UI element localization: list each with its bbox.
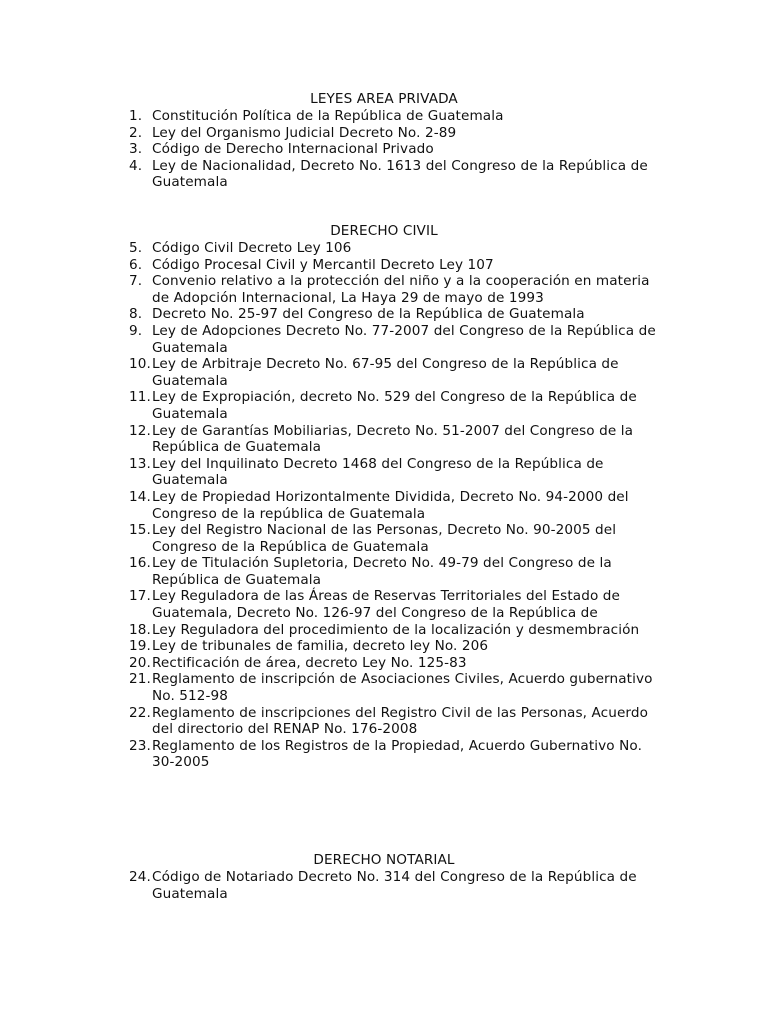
item-text-line: Código Procesal Civil y Mercantil Decreto Ley 107 bbox=[152, 256, 494, 273]
item-number: 20. bbox=[129, 654, 151, 671]
item-number: 5. bbox=[129, 240, 143, 256]
item-number: 21. bbox=[129, 671, 151, 688]
list-item bbox=[0, 555, 672, 588]
item-number: 23. bbox=[129, 737, 151, 754]
law-list-leyes-area-privada bbox=[0, 108, 768, 191]
list-item bbox=[0, 738, 672, 771]
list-item bbox=[0, 622, 672, 639]
item-number: 13. bbox=[129, 455, 151, 472]
item-number: 4. bbox=[129, 157, 143, 174]
item-text-line: Ley Reguladora del procedimiento de la localización y desmembración bbox=[152, 621, 640, 638]
item-text-line: Ley de Propiedad Horizontalmente Dividida, Decreto No. 94-2000 del bbox=[152, 488, 629, 505]
list-item bbox=[0, 141, 672, 158]
item-text-line: Guatemala bbox=[152, 405, 228, 422]
item-number: 1. bbox=[129, 108, 143, 124]
item-number: 17. bbox=[129, 588, 151, 605]
item-text-line: Ley de Adopciones Decreto No. 77-2007 del Congreso de la República de bbox=[152, 322, 656, 339]
list-item bbox=[0, 306, 672, 323]
list-item bbox=[0, 389, 672, 422]
list-item bbox=[0, 158, 672, 191]
list-item bbox=[0, 423, 672, 456]
item-text-line: Ley del Organismo Judicial Decreto No. 2-89 bbox=[152, 124, 457, 141]
section-heading-derecho-notarial: DERECHO NOTARIAL bbox=[313, 852, 455, 868]
item-text-line: Guatemala bbox=[152, 174, 228, 191]
item-text-line: Convenio relativo a la protección del niño y a la cooperación en materia bbox=[152, 273, 650, 290]
item-number: 7. bbox=[129, 273, 143, 290]
list-item bbox=[0, 323, 672, 356]
law-list-derecho-civil bbox=[0, 240, 768, 771]
item-text-line: Congreso de la república de Guatemala bbox=[152, 505, 426, 522]
item-text-line: Reglamento de los Registros de la Propiedad, Acuerdo Gubernativo No. bbox=[152, 737, 642, 754]
item-text-line: Ley de Garantías Mobiliarias, Decreto No. 51-2007 del Congreso de la bbox=[152, 422, 634, 439]
item-number: 15. bbox=[129, 522, 151, 539]
item-text-line: Guatemala bbox=[152, 885, 228, 902]
section-heading-derecho-civil: DERECHO CIVIL bbox=[330, 223, 438, 239]
item-text-line: República de Guatemala bbox=[152, 571, 322, 588]
item-text-line: Reglamento de inscripciones del Registro Civil de las Personas, Acuerdo bbox=[152, 704, 649, 721]
list-item bbox=[0, 125, 672, 142]
item-text-line: República de Guatemala bbox=[152, 439, 322, 456]
item-text-line: del directorio del RENAP No. 176-2008 bbox=[152, 721, 418, 738]
item-text-line: Ley Reguladora de las Áreas de Reservas Territoriales del Estado de bbox=[152, 588, 620, 605]
item-text-line: Ley de tribunales de familia, decreto ley No. 206 bbox=[152, 638, 489, 655]
list-item bbox=[0, 356, 672, 389]
item-text-line: Ley de Nacionalidad, Decreto No. 1613 del Congreso de la República de bbox=[152, 157, 648, 174]
item-number: 10. bbox=[129, 356, 151, 373]
item-number: 12. bbox=[129, 422, 151, 439]
list-item bbox=[0, 869, 672, 902]
item-number: 19. bbox=[129, 638, 151, 655]
item-number: 8. bbox=[129, 306, 143, 323]
item-text-line: Ley del Inquilinato Decreto 1468 del Congreso de la República de bbox=[152, 455, 604, 472]
list-item bbox=[0, 456, 672, 489]
item-text-line: Ley de Expropiación, decreto No. 529 del Congreso de la República de bbox=[152, 389, 637, 406]
list-item bbox=[0, 522, 672, 555]
item-text-line: de Adopción Internacional, La Haya 29 de mayo de 1993 bbox=[152, 289, 544, 306]
list-item bbox=[0, 108, 672, 125]
list-item bbox=[0, 588, 672, 621]
item-text-line: 30-2005 bbox=[152, 754, 210, 771]
law-list-derecho-notarial bbox=[0, 869, 768, 902]
item-text-line: Reglamento de inscripción de Asociaciones Civiles, Acuerdo gubernativo bbox=[152, 671, 653, 688]
item-number: 2. bbox=[129, 124, 143, 141]
item-text-line: Ley de Arbitraje Decreto No. 67-95 del Congreso de la República de bbox=[152, 356, 619, 373]
item-text-line: Guatemala bbox=[152, 339, 228, 356]
item-text-line: Ley del Registro Nacional de las Personas, Decreto No. 90-2005 del bbox=[152, 522, 617, 539]
list-item bbox=[0, 489, 672, 522]
list-item bbox=[0, 638, 672, 655]
item-text-line: Rectificación de área, decreto Ley No. 125-83 bbox=[152, 654, 467, 671]
item-number: 6. bbox=[129, 256, 143, 273]
item-text-line: Decreto No. 25-97 del Congreso de la República de Guatemala bbox=[152, 306, 585, 323]
item-number: 18. bbox=[129, 621, 151, 638]
item-number: 16. bbox=[129, 555, 151, 572]
item-text-line: Código Civil Decreto Ley 106 bbox=[152, 240, 352, 256]
list-item bbox=[0, 240, 672, 257]
item-number: 24. bbox=[129, 869, 151, 885]
section-heading-leyes-area-privada: LEYES AREA PRIVADA bbox=[310, 91, 458, 107]
item-text-line: Código de Notariado Decreto No. 314 del Congreso de la República de bbox=[152, 869, 637, 885]
item-text-line: Guatemala, Decreto No. 126-97 del Congreso de la República de bbox=[152, 605, 598, 622]
item-number: 11. bbox=[129, 389, 151, 406]
item-text-line: Congreso de la República de Guatemala bbox=[152, 538, 429, 555]
item-number: 3. bbox=[129, 141, 143, 158]
item-text-line: Ley de Titulación Supletoria, Decreto No. 49-79 del Congreso de la bbox=[152, 555, 612, 572]
list-item bbox=[0, 273, 672, 306]
item-text-line: Constitución Política de la República de Guatemala bbox=[152, 108, 504, 124]
item-text-line: Guatemala bbox=[152, 472, 228, 489]
item-text-line: No. 512-98 bbox=[152, 688, 229, 705]
list-item bbox=[0, 705, 672, 738]
item-text-line: Código de Derecho Internacional Privado bbox=[152, 141, 434, 158]
item-number: 9. bbox=[129, 322, 143, 339]
list-item bbox=[0, 257, 672, 274]
list-item bbox=[0, 655, 672, 672]
item-number: 14. bbox=[129, 488, 151, 505]
list-item bbox=[0, 671, 672, 704]
item-number: 22. bbox=[129, 704, 151, 721]
item-text-line: Guatemala bbox=[152, 372, 228, 389]
